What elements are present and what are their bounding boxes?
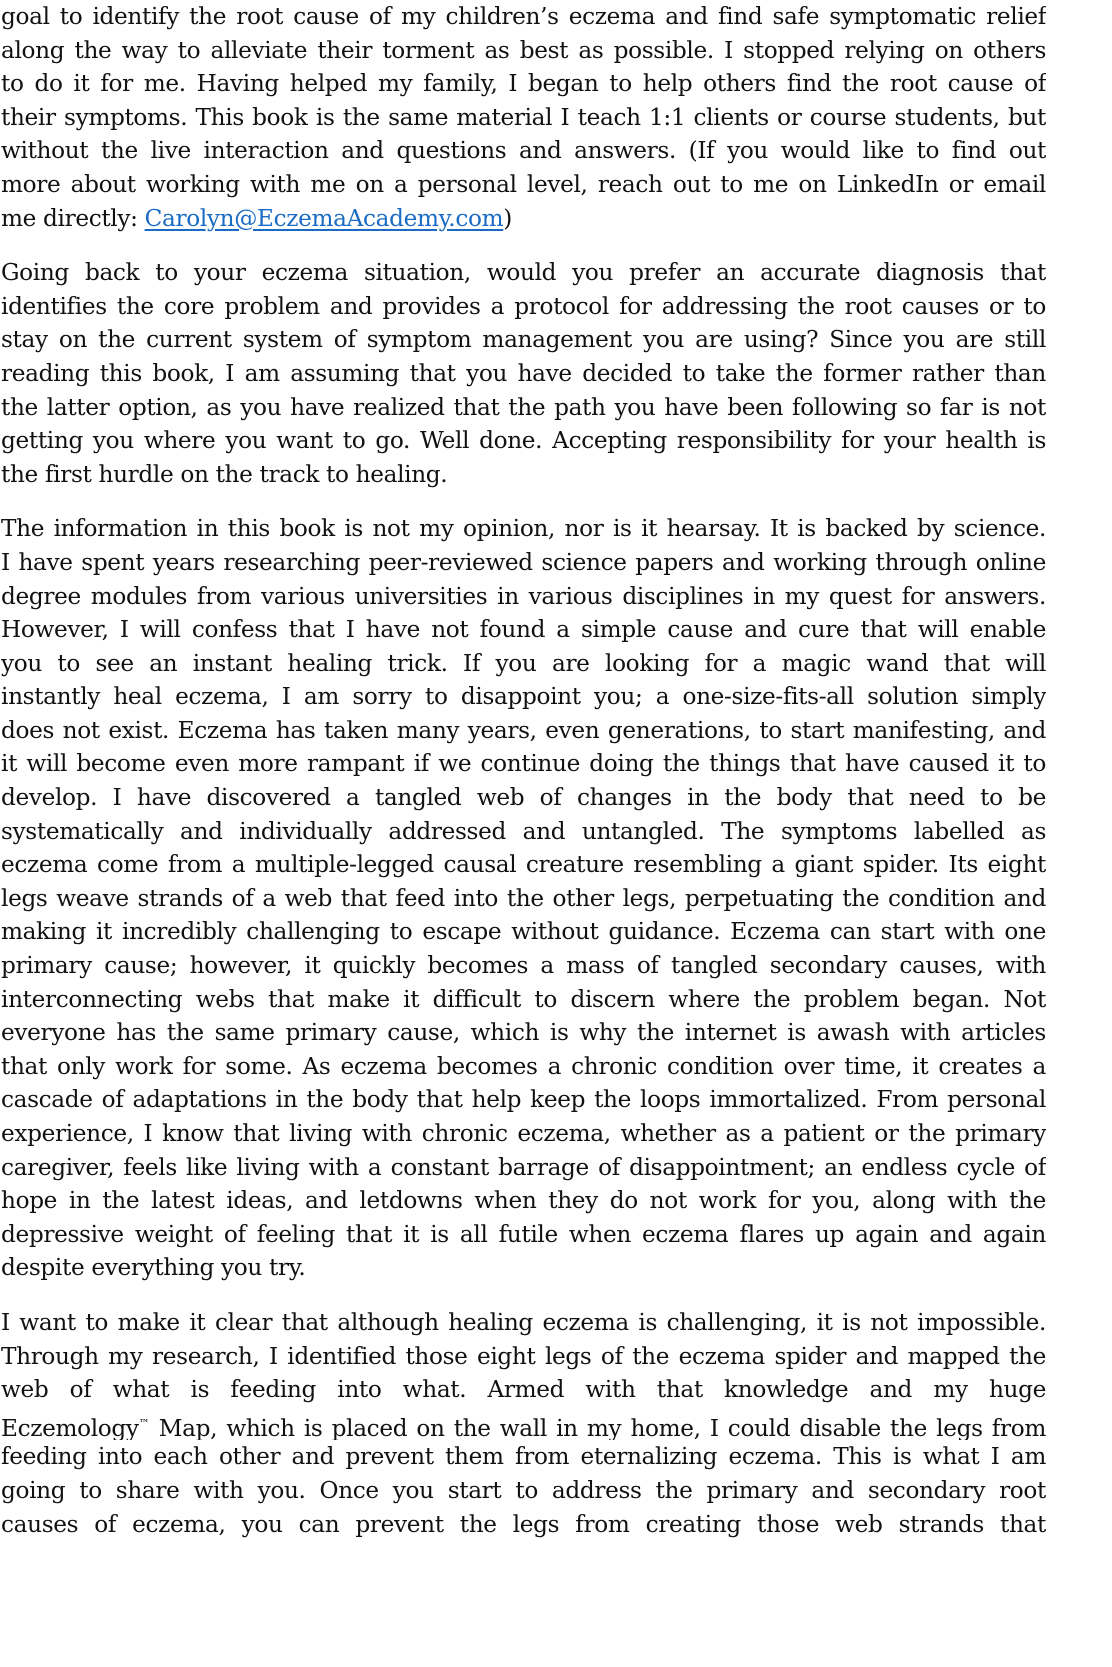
paragraph-2 xyxy=(1,256,1046,491)
text-line: systematically and individually addressed and untangled. The symptoms labelled as xyxy=(1,817,1046,845)
text-line: causes of eczema, you can prevent the legs from creating those web strands that xyxy=(1,1510,1046,1538)
text-line: the first hurdle on the track to healing. xyxy=(1,460,448,488)
text-line: Going back to your eczema situation, would you prefer an accurate diagnosis that xyxy=(1,259,1046,287)
text-line: going to share with you. Once you start to address the primary and secondary root xyxy=(1,1476,1046,1504)
text-line: goal to identify the root cause of my children’s eczema and find safe symptomatic relief xyxy=(1,3,1046,30)
text-line: instantly heal eczema, I am sorry to disappoint you; a one-size-fits-all solution simply xyxy=(1,683,1046,711)
text-line: it will become even more rampant if we continue doing the things that have caused it to xyxy=(1,750,1046,778)
text-line: legs weave strands of a web that feed into the other legs, perpetuating the condition and xyxy=(1,884,1046,912)
text-line: experience, I know that living with chronic eczema, whether as a patient or the primary xyxy=(1,1120,1046,1147)
text-line: stay on the current system of symptom management you are using? Since you are still xyxy=(1,326,1046,354)
text-line: reading this book, I am assuming that you have decided to take the former rather than xyxy=(1,359,1046,387)
text-line: The information in this book is not my opinion, nor is it hearsay. It is backed by science. xyxy=(1,515,1046,543)
text-line: getting you where you want to go. Well done. Accepting responsibility for your health is xyxy=(1,427,1046,455)
trademark-symbol: ™ xyxy=(138,1416,150,1430)
text-line: develop. I have discovered a tangled web of changes in the body that need to be xyxy=(1,784,1046,812)
document-page xyxy=(1,0,1046,1562)
text-suffix: ) xyxy=(503,204,512,232)
text-line: along the way to alleviate their torment as best as possible. I stopped relying on others xyxy=(1,36,1046,64)
text-line: eczema come from a multiple-legged causal creature resembling a giant spider. Its eight xyxy=(1,851,1046,879)
text-line: everyone has the same primary cause, which is why the internet is awash with articles xyxy=(1,1019,1046,1047)
paragraph-3 xyxy=(1,512,1046,1285)
text-line: hope in the latest ideas, and letdowns when they do not work for you, along with the xyxy=(1,1187,1046,1215)
text-line xyxy=(1,1407,1046,1441)
text-line xyxy=(1,202,1046,236)
paragraph-4 xyxy=(1,1306,1046,1541)
text-suffix: Map, which is placed on the wall in my home, I could disable the legs from xyxy=(149,1414,1046,1441)
text-line: caregiver, feels like living with a constant barrage of disappointment; an endless cycle of xyxy=(1,1153,1046,1181)
text-line: feeding into each other and prevent them from eternalizing eczema. This is what I am xyxy=(1,1443,1046,1471)
text-line: you to see an instant healing trick. If you are looking for a magic wand that will xyxy=(1,649,1046,677)
text-line: degree modules from various universities in various disciplines in my quest for answers. xyxy=(1,582,1046,610)
text-line: web of what is feeding into what. Armed with that knowledge and my huge xyxy=(1,1376,1046,1404)
text-line: without the live interaction and questions and answers. (If you would like to find out xyxy=(1,137,1046,165)
text-line: making it incredibly challenging to escape without guidance. Eczema can start with one xyxy=(1,918,1046,946)
text-line: interconnecting webs that make it difficult to discern where the problem began. Not xyxy=(1,985,1046,1013)
text-line: to do it for me. Having helped my family, I began to help others find the root cause of xyxy=(1,70,1046,98)
brand-name: Eczemology xyxy=(1,1414,139,1441)
text-line: their symptoms. This book is the same material I teach 1:1 clients or course students, but xyxy=(1,103,1046,131)
text-line: more about working with me on a personal level, reach out to me on LinkedIn or email xyxy=(1,170,1046,198)
text-line: I want to make it clear that although healing eczema is challenging, it is not impossible. xyxy=(1,1308,1046,1336)
text-line: Through my research, I identified those eight legs of the eczema spider and mapped the xyxy=(1,1342,1046,1370)
paragraph-1 xyxy=(1,0,1046,235)
text-line: However, I will confess that I have not found a simple cause and cure that will enable xyxy=(1,616,1046,644)
text-line: cascade of adaptations in the body that help keep the loops immortalized. From personal xyxy=(1,1086,1046,1114)
text-line: does not exist. Eczema has taken many years, even generations, to start manifesting, and xyxy=(1,716,1046,744)
email-link[interactable]: Carolyn@EczemaAcademy.com xyxy=(144,204,504,232)
text-line: depressive weight of feeling that it is all futile when eczema flares up again and again xyxy=(1,1220,1046,1248)
text-line: primary cause; however, it quickly becomes a mass of tangled secondary causes, with xyxy=(1,952,1046,980)
text-line: the latter option, as you have realized that the path you have been following so far is not xyxy=(1,393,1046,421)
text-prefix: me directly: xyxy=(1,204,145,232)
text-line: I have spent years researching peer-reviewed science papers and working through online xyxy=(1,548,1046,576)
text-line: identifies the core problem and provides a protocol for addressing the root causes or to xyxy=(1,292,1046,320)
text-line: that only work for some. As eczema becomes a chronic condition over time, it creates a xyxy=(1,1052,1046,1080)
text-line: despite everything you try. xyxy=(1,1254,306,1282)
